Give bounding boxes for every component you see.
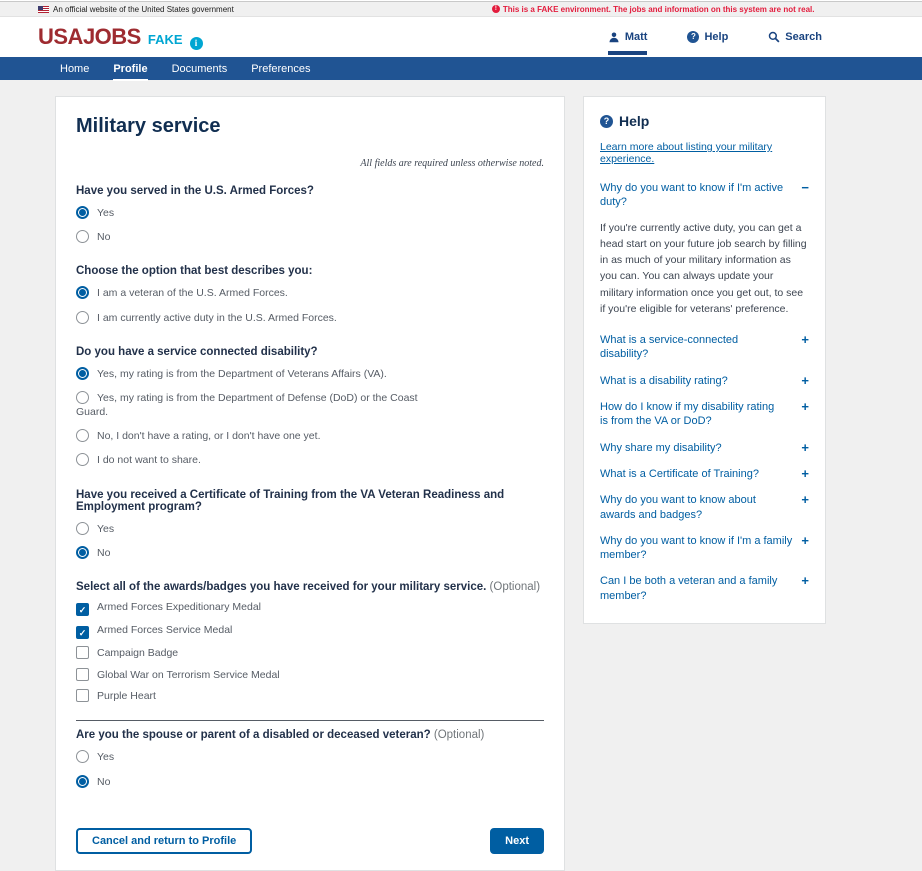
radio-icon[interactable]	[76, 311, 89, 324]
fake-environment-warning: This is a FAKE environment. The jobs and information on this system are not real.	[502, 4, 815, 14]
radio-icon[interactable]	[76, 522, 89, 535]
search-menu[interactable]	[766, 25, 824, 49]
expand-icon[interactable]: +	[801, 332, 809, 348]
expand-icon[interactable]: +	[801, 465, 809, 481]
person-icon	[608, 31, 620, 43]
accordion-item-active-duty	[600, 171, 809, 323]
question-icon: ?	[687, 31, 699, 43]
radio-served-yes[interactable]	[76, 201, 544, 225]
checkbox-label: Armed Forces Expeditionary Medal	[97, 601, 261, 614]
military-experience-link[interactable]: Learn more about listing your military experience.	[600, 141, 773, 165]
accordion-question: Can I be both a veteran and a family member?	[600, 575, 778, 602]
radio-label: No	[97, 231, 111, 244]
user-name: Matt	[624, 31, 648, 43]
radio-veteran[interactable]	[76, 281, 544, 305]
warning-icon: !	[492, 5, 500, 13]
page-title: Military service	[76, 115, 221, 137]
question-describes: Choose the option that best describes you:	[76, 265, 313, 278]
radio-label: Yes, my rating is from the Department of Veterans Affairs (VA).	[97, 367, 387, 380]
nav-item-preferences[interactable]: Preferences	[251, 62, 311, 75]
checkbox-label: Global War on Terrorism Service Medal	[97, 668, 280, 681]
radio-spouse-no[interactable]	[76, 770, 544, 794]
checkbox-label: Purple Heart	[97, 689, 156, 702]
accordion-question: Why do you want to know about awards and badges?	[600, 494, 756, 521]
accordion-body: If you're currently active duty, you can get a head start on your future job search by filling in as much of your military information as you can. You can always update your military information once you get out, to see if you're eligible for veterans' preference.	[600, 221, 807, 315]
expand-icon[interactable]: +	[801, 492, 809, 508]
expand-icon[interactable]: +	[801, 399, 809, 415]
radio-label: Yes	[97, 751, 115, 764]
expand-icon[interactable]: +	[801, 532, 809, 548]
radio-icon[interactable]	[76, 230, 89, 243]
radio-rating-dod[interactable]	[76, 386, 426, 424]
accordion-header[interactable]	[600, 534, 809, 563]
spouse-label: Are you the spouse or parent of a disabled or deceased veteran?	[76, 729, 431, 742]
help-question-icon: ?	[600, 115, 613, 128]
help-label: Help	[704, 31, 729, 43]
accordion-item-certificate	[600, 457, 809, 483]
accordion-header[interactable]	[600, 493, 809, 522]
site-header	[0, 17, 922, 57]
us-flag-icon	[38, 6, 49, 13]
checkbox-label: Armed Forces Service Medal	[97, 624, 233, 637]
cancel-button[interactable]: Cancel and return to Profile	[76, 828, 252, 854]
accordion-header[interactable]	[600, 441, 809, 455]
accordion-item-disability-rating	[600, 364, 809, 390]
radio-icon[interactable]	[76, 367, 89, 380]
accordion-header[interactable]	[600, 467, 809, 481]
question-disability: Do you have a service connected disability?	[76, 345, 318, 358]
radio-icon[interactable]	[76, 775, 89, 788]
radio-icon[interactable]	[76, 286, 89, 299]
radio-served-no[interactable]	[76, 225, 544, 249]
next-button[interactable]: Next	[490, 828, 544, 854]
accordion-question: Why do you want to know if I'm a family member?	[600, 534, 793, 562]
radio-icon[interactable]	[76, 453, 89, 466]
checkbox-icon[interactable]	[76, 689, 89, 702]
radio-label: No	[97, 775, 111, 788]
checkbox-gwot-medal[interactable]	[76, 664, 544, 685]
help-panel	[583, 96, 826, 624]
checkbox-icon[interactable]	[76, 646, 89, 659]
collapse-icon[interactable]: −	[801, 180, 809, 195]
accordion-item-service-connected	[600, 323, 809, 364]
section-divider	[76, 720, 544, 721]
checkbox-icon[interactable]: ✓	[76, 626, 89, 639]
help-title: Help	[619, 113, 650, 129]
question-awards	[76, 581, 544, 593]
military-service-form	[55, 96, 565, 871]
radio-icon[interactable]	[76, 429, 89, 442]
accordion-header[interactable]	[600, 374, 809, 388]
question-served: Have you served in the U.S. Armed Forces?	[76, 185, 314, 197]
expand-icon[interactable]: +	[801, 439, 809, 455]
radio-not-share[interactable]	[76, 448, 544, 472]
checkbox-service-medal[interactable]	[76, 620, 544, 643]
logo-text: USAJOBS	[38, 24, 141, 49]
accordion-item-va-or-dod	[600, 390, 809, 431]
radio-icon[interactable]	[76, 546, 89, 559]
checkbox-campaign-badge[interactable]	[76, 643, 544, 664]
help-menu[interactable]	[685, 25, 730, 49]
accordion-header[interactable]	[600, 333, 809, 362]
primary-nav	[0, 57, 922, 80]
radio-label: Yes, my rating is from the Department of Defense (DoD) or the Coast Guard.	[76, 391, 418, 419]
official-site-text: An official website of the United States government	[53, 4, 234, 14]
accordion-item-awards-badges	[600, 483, 809, 524]
nav-item-home[interactable]: Home	[60, 62, 90, 75]
expand-icon[interactable]: +	[801, 573, 809, 589]
expand-icon[interactable]: +	[801, 372, 809, 388]
radio-spouse-yes[interactable]	[76, 745, 544, 769]
search-label: Search	[785, 31, 822, 43]
user-menu[interactable]	[606, 25, 650, 49]
accordion-header[interactable]	[600, 574, 809, 603]
info-icon[interactable]: i	[190, 37, 203, 50]
accordion-question: What is a Certificate of Training?	[600, 467, 759, 480]
optional-tag: (Optional)	[489, 580, 541, 593]
accordion-question: What is a disability rating?	[600, 374, 728, 387]
radio-certificate-yes[interactable]	[76, 517, 544, 541]
radio-label: No	[97, 546, 111, 559]
required-note: All fields are required unless otherwise noted.	[360, 158, 544, 169]
radio-icon[interactable]	[76, 391, 89, 404]
radio-label: I am a veteran of the U.S. Armed Forces.	[97, 287, 288, 300]
nav-item-documents[interactable]: Documents	[171, 62, 228, 75]
accordion-question: How do I know if my disability rating is from the VA or DoD?	[600, 401, 775, 428]
optional-tag: (Optional)	[433, 729, 485, 742]
search-icon	[768, 31, 780, 43]
radio-active-duty[interactable]	[76, 306, 544, 330]
accordion-header[interactable]	[600, 181, 809, 210]
accordion-item-family-member	[600, 524, 809, 565]
accordion-item-veteran-and-family	[600, 564, 809, 605]
radio-label: Yes	[97, 522, 115, 535]
awards-label: Select all of the awards/badges you have received for your military service.	[76, 580, 487, 593]
radio-icon[interactable]	[76, 750, 89, 763]
accordion-item-why-share	[600, 431, 809, 457]
checkbox-icon[interactable]: ✓	[76, 603, 89, 616]
radio-certificate-no[interactable]	[76, 541, 544, 565]
accordion-question: What is a service-connected disability?	[600, 334, 739, 361]
checkbox-label: Campaign Badge	[97, 647, 179, 660]
accordion-question: Why do you want to know if I'm active duty?	[600, 182, 784, 209]
accordion-header[interactable]	[600, 400, 809, 429]
checkbox-icon[interactable]	[76, 668, 89, 681]
question-spouse	[76, 729, 544, 741]
checkbox-purple-heart[interactable]	[76, 685, 544, 706]
usajobs-logo[interactable]	[38, 24, 203, 50]
radio-no-rating[interactable]	[76, 424, 544, 448]
gov-banner	[0, 2, 922, 17]
question-certificate: Have you received a Certificate of Training from the VA Veteran Readiness and Employment program?	[76, 488, 505, 513]
radio-label: No, I don't have a rating, or I don't have one yet.	[97, 430, 321, 443]
nav-item-profile[interactable]: Profile	[113, 60, 147, 78]
radio-icon[interactable]	[76, 206, 89, 219]
radio-rating-va[interactable]	[76, 362, 544, 386]
radio-label: I do not want to share.	[97, 454, 201, 467]
help-accordion	[600, 171, 809, 605]
fake-label: FAKE	[147, 32, 183, 47]
radio-label: Yes	[97, 207, 115, 219]
checkbox-expeditionary-medal[interactable]	[76, 597, 544, 620]
accordion-question: Why share my disability?	[600, 441, 722, 454]
radio-label: I am currently active duty in the U.S. Armed Forces.	[97, 311, 337, 324]
